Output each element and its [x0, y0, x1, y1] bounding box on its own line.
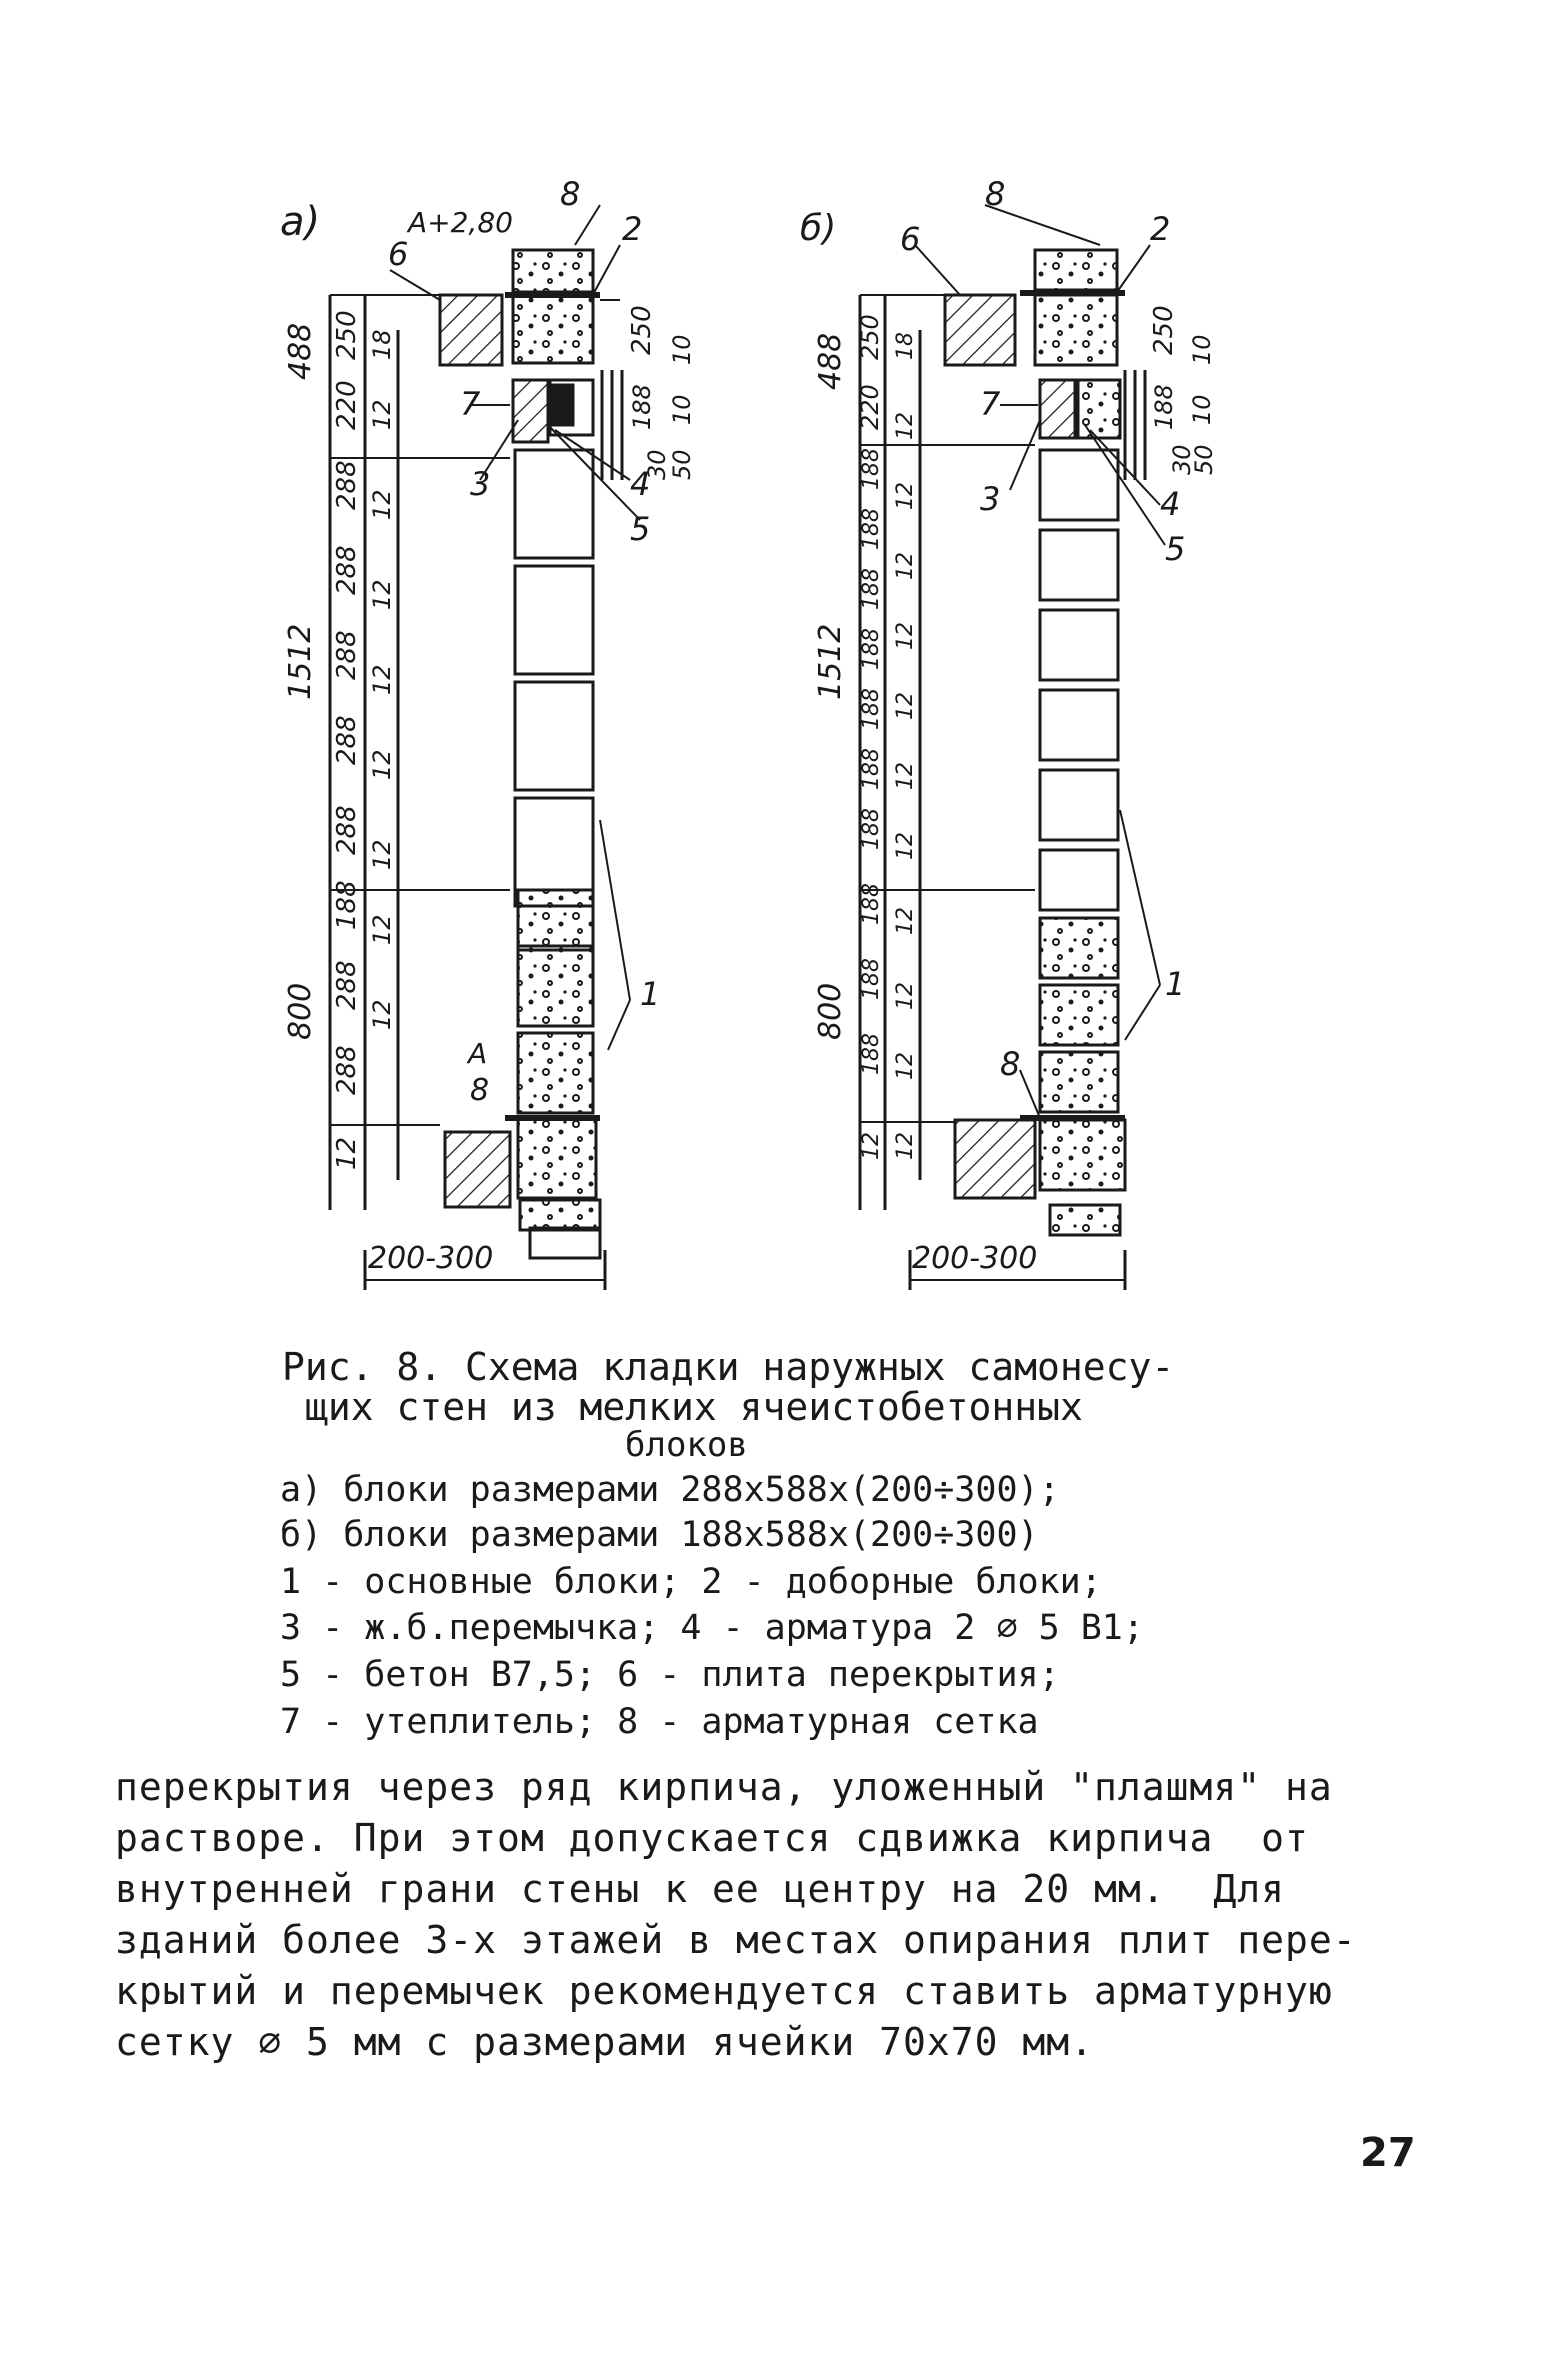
body-line-4: зданий более 3-х этажей в местах опирания плит пере- [115, 1918, 1357, 1962]
panel-a-course-11: 12 [332, 1136, 362, 1170]
panel-a-height-3: 800 [283, 982, 318, 1040]
panel-b-course-10: 188 [859, 883, 884, 925]
panel-a-right-3: 188 [628, 384, 656, 430]
caption-title-line-2: щих стен из мелких ячеистобетонных [305, 1385, 1083, 1429]
body-line-5: крытий и перемычек рекомендуется ставить арматурную [115, 1969, 1333, 2013]
panel-b-joint-3: 12 [893, 482, 918, 510]
panel-a-right-4: 10 [668, 394, 696, 425]
panel-b-callout-3: 3 [980, 480, 1001, 518]
panel-a-callout-1: 1 [640, 975, 661, 1013]
panel-a-callout-8: 8 [560, 175, 581, 213]
panel-b-label: б) [800, 208, 837, 249]
panel-a-right-5: 30 [643, 449, 671, 480]
panel-b-callout-1: 1 [1165, 965, 1186, 1003]
panel-a-course-2: 220 [332, 380, 362, 430]
panel-a-label: а) [280, 199, 321, 245]
panel-b-joint-6: 12 [893, 692, 918, 720]
page-number: 27 [1360, 2130, 1416, 2176]
caption-title-line-1: Рис. 8. Схема кладки наружных самонесу- [282, 1345, 1175, 1389]
panel-b-course-1: 250 [856, 314, 884, 360]
body-line-3: внутренней грани стены к ее центру на 20 мм. Для [115, 1867, 1286, 1911]
panel-b-course-2: 220 [856, 384, 884, 430]
panel-a-joint-3: 12 [368, 489, 396, 520]
legend-line-a: а) блоки размерами 288х588х(200÷300); [280, 1470, 1060, 1510]
panel-a-course-3: 288 [332, 460, 362, 510]
legend-line-7-8: 7 - утеплитель; 8 - арматурная сетка [280, 1702, 1039, 1742]
panel-b-course-7: 188 [859, 688, 884, 730]
panel-b-right-1: 250 [1149, 305, 1179, 355]
legend-line-3-4: 3 - ж.б.перемычка; 4 - арматура 2 ⌀ 5 В1; [280, 1608, 1144, 1648]
panel-b-joint-1: 18 [893, 332, 918, 360]
panel-a-height-2: 1512 [283, 623, 318, 700]
panel-a-joint-5: 12 [368, 664, 396, 695]
panel-a-right-6: 50 [668, 449, 696, 480]
panel-b-joint-5: 12 [893, 622, 918, 650]
panel-b-right-4: 10 [1188, 394, 1216, 425]
panel-a-height-1: 488 [283, 322, 318, 380]
caption-title-line-3: блоков [625, 1425, 748, 1465]
panel-b-width: 200-300 [912, 1241, 1038, 1276]
legend-line-b: б) блоки размерами 188х588х(200÷300) [280, 1515, 1039, 1555]
panel-a-course-1: 250 [332, 310, 362, 360]
panel-b-right-6: 50 [1190, 444, 1218, 475]
panel-a-joint-6: 12 [368, 749, 396, 780]
panel-b-course-4: 188 [859, 508, 884, 550]
panel-a-course-9: 288 [332, 960, 362, 1010]
panel-b-callout-8-lower: 8 [1000, 1045, 1021, 1083]
panel-b-right-2: 10 [1188, 334, 1216, 365]
panel-a-joint-4: 12 [368, 579, 396, 610]
panel-a-elevation-lower: А [468, 1037, 488, 1070]
panel-b-callout-6: 6 [900, 220, 921, 258]
panel-b-joint-2: 12 [893, 412, 918, 440]
panel-a-course-4: 288 [332, 545, 362, 595]
panel-b-height-2: 1512 [813, 623, 848, 700]
panel-b-joint-8: 12 [893, 832, 918, 860]
panel-b-course-5: 188 [859, 568, 884, 610]
panel-b-callout-5: 5 [1165, 530, 1186, 568]
panel-a-callout-5: 5 [630, 510, 651, 548]
panel-a-callout-3: 3 [470, 465, 491, 503]
panel-a-elevation: А+2,80 [408, 206, 513, 239]
legend-line-5-6: 5 - бетон В7,5; 6 - плита перекрытия; [280, 1655, 1060, 1695]
panel-b-course-13: 12 [859, 1132, 884, 1160]
panel-b-joint-12: 12 [893, 1132, 918, 1160]
body-line-6: сетку ⌀ 5 мм с размерами ячейки 70х70 мм. [115, 2020, 1094, 2064]
panel-b-joint-11: 12 [893, 1052, 918, 1080]
panel-b-right-5: 30 [1168, 444, 1196, 475]
panel-b-height-1: 488 [813, 332, 848, 390]
panel-b-callout-4: 4 [1160, 485, 1181, 523]
panel-a-callout-8-lower: 8 [470, 1073, 490, 1108]
panel-a-right-2: 10 [668, 334, 696, 365]
panel-b-joint-4: 12 [893, 552, 918, 580]
panel-a-joint-1: 18 [368, 329, 396, 360]
panel-a-callout-7: 7 [460, 385, 481, 423]
panel-b-course-12: 188 [859, 1033, 884, 1075]
panel-a-width: 200-300 [368, 1241, 494, 1276]
panel-b-drawing [860, 205, 1165, 1290]
legend-line-1-2: 1 - основные блоки; 2 - доборные блоки; [280, 1562, 1102, 1602]
panel-b-joint-10: 12 [893, 982, 918, 1010]
panel-a-joint-7: 12 [368, 839, 396, 870]
panel-b-course-6: 188 [859, 628, 884, 670]
panel-b-callout-2: 2 [1150, 210, 1171, 248]
panel-a-joint-2: 12 [368, 399, 396, 430]
panel-b-course-8: 188 [859, 748, 884, 790]
panel-a-callout-2: 2 [622, 210, 643, 248]
panel-a-joint-9: 12 [368, 999, 396, 1030]
body-line-2: растворе. При этом допускается сдвижка кирпича от [115, 1816, 1309, 1860]
panel-a-course-6: 288 [332, 715, 362, 765]
panel-a-joint-8: 12 [368, 914, 396, 945]
panel-b-course-9: 188 [859, 808, 884, 850]
panel-a-course-5: 288 [332, 630, 362, 680]
panel-a-callout-4: 4 [630, 465, 651, 503]
panel-b-height-3: 800 [813, 982, 848, 1040]
panel-b-joint-9: 12 [893, 907, 918, 935]
body-line-1: перекрытия через ряд кирпича, уложенный "плашмя" на [115, 1765, 1333, 1809]
panel-b-course-11: 188 [859, 958, 884, 1000]
panel-a-course-7: 288 [332, 805, 362, 855]
panel-b-callout-8: 8 [985, 175, 1006, 213]
panel-b-callout-7: 7 [980, 385, 1001, 423]
panel-b-right-3: 188 [1150, 384, 1178, 430]
panel-a-callout-6: 6 [388, 235, 409, 273]
panel-b-course-3: 188 [859, 448, 884, 490]
panel-a-course-8: 188 [332, 880, 362, 930]
panel-b-joint-7: 12 [893, 762, 918, 790]
panel-a-right-1: 250 [627, 305, 657, 355]
panel-a-course-10: 288 [332, 1045, 362, 1095]
